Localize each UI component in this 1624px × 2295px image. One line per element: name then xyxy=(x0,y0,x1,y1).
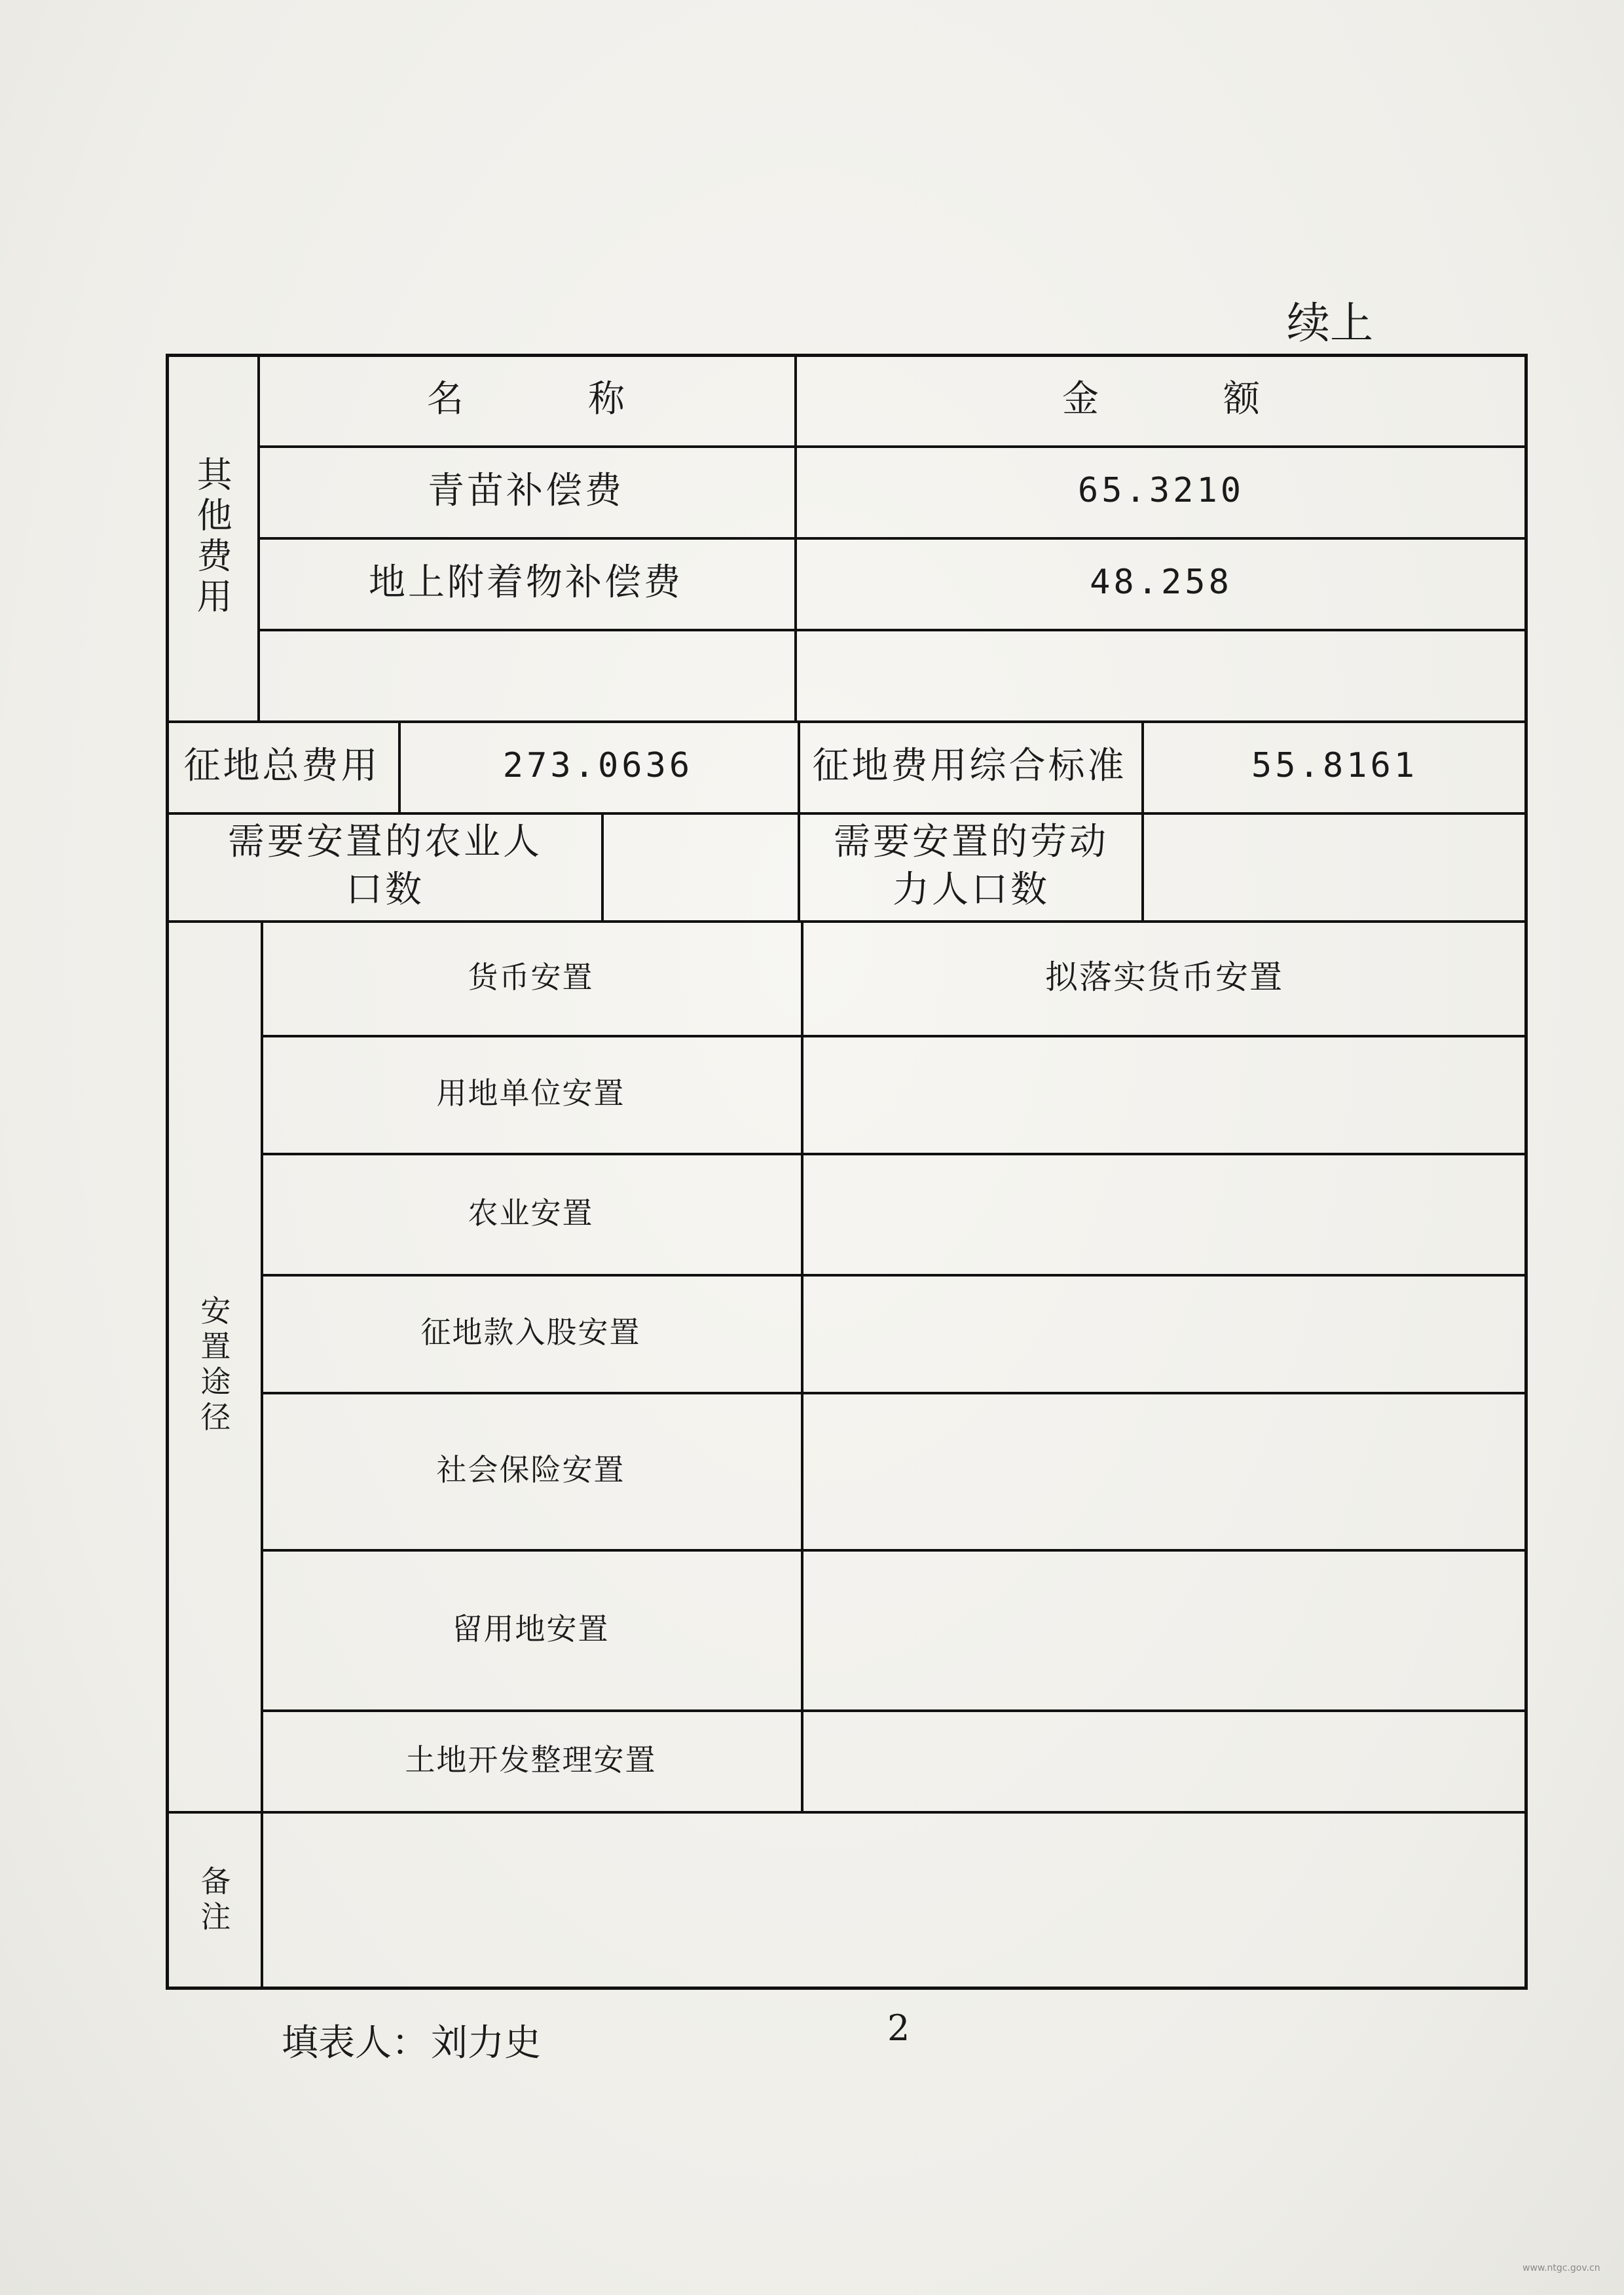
method-social-insurance-value xyxy=(801,1392,1528,1549)
method-employer-value xyxy=(801,1035,1528,1153)
agri-population-label: 需要安置的农业人口数 xyxy=(228,820,542,911)
method-agricultural: 农业安置 xyxy=(468,1195,594,1231)
method-social-insurance: 社会保险安置 xyxy=(436,1452,625,1488)
fee-amount-seedling: 65.3210 xyxy=(1077,471,1245,511)
continued-label: 续上 xyxy=(1287,298,1373,348)
fee-name-empty xyxy=(257,629,794,720)
remarks-label: 备注 xyxy=(196,1865,232,1936)
column-header-amount: 金额 xyxy=(1062,377,1384,420)
other-fees-label: 其他费用 xyxy=(191,456,233,618)
method-equity: 征地款入股安置 xyxy=(420,1315,641,1351)
total-cost-value: 273.0636 xyxy=(502,746,693,786)
page-number: 2 xyxy=(887,2007,910,2049)
watermark: www.ntgc.gov.cn xyxy=(1522,2263,1600,2273)
fee-amount-attachments: 48.258 xyxy=(1090,563,1232,603)
fee-name-seedling: 青苗补偿费 xyxy=(428,469,624,512)
fee-amount-empty xyxy=(794,629,1528,720)
agri-population-value xyxy=(601,812,798,920)
labor-population-label: 需要安置的劳动力人口数 xyxy=(834,820,1109,911)
method-land-development: 土地开发整理安置 xyxy=(405,1742,657,1778)
cost-standard-value: 55.8161 xyxy=(1251,746,1418,786)
method-reserved-land: 留用地安置 xyxy=(452,1611,610,1647)
remarks-value xyxy=(261,1811,1528,1990)
labor-population-value xyxy=(1141,812,1528,920)
method-equity-value xyxy=(801,1274,1528,1392)
method-reserved-land-value xyxy=(801,1549,1528,1709)
method-land-development-value xyxy=(801,1709,1528,1811)
filler-name: 刘力史 xyxy=(431,2022,541,2064)
method-agricultural-value xyxy=(801,1153,1528,1274)
method-monetary: 货币安置 xyxy=(468,959,594,995)
method-employer: 用地单位安置 xyxy=(436,1075,625,1111)
filler-line xyxy=(282,2014,541,2066)
method-monetary-value: 拟落实货币安置 xyxy=(1045,958,1283,996)
resettlement-label: 安置途径 xyxy=(196,1295,232,1436)
column-header-name: 名称 xyxy=(427,377,749,420)
filler-label: 填表人： xyxy=(282,2022,428,2064)
fee-name-attachments: 地上附着物补偿费 xyxy=(369,561,683,604)
total-cost-label: 征地总费用 xyxy=(183,744,380,787)
cost-standard-label: 征地费用综合标准 xyxy=(812,744,1127,787)
